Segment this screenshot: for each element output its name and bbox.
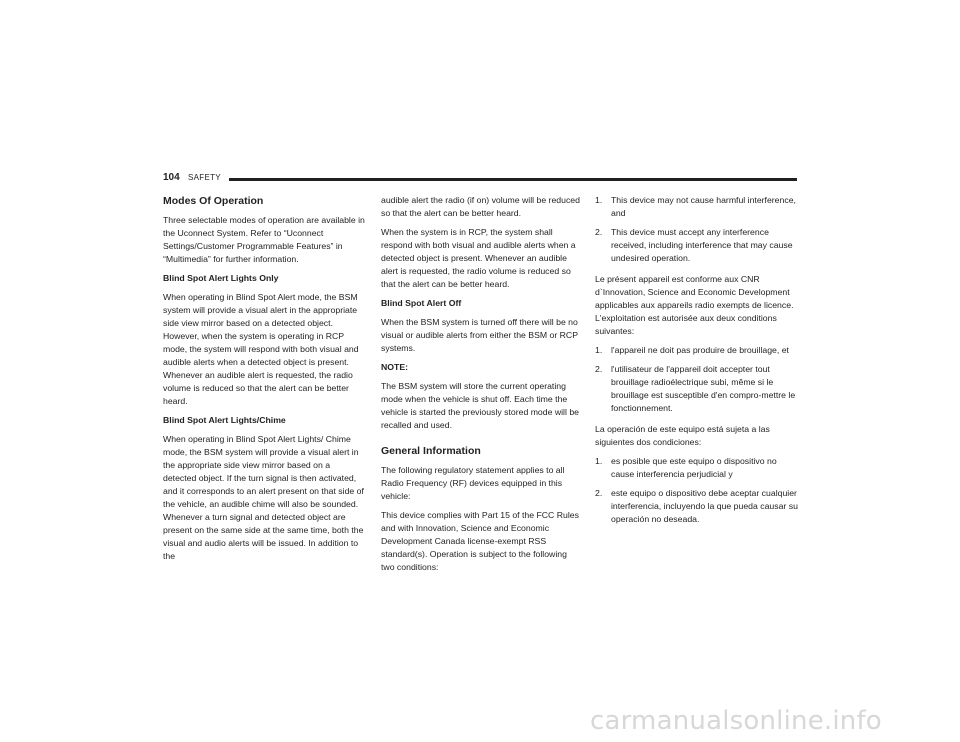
subheading-alert-off: Blind Spot Alert Off [381, 298, 462, 308]
paragraph: audible alert the radio (if on) volume will be reduced so that the alert can be better heard. [381, 195, 580, 218]
list-item: 1. This device may not cause harmful interference, and [595, 195, 796, 218]
list-item: 2. l'utilisateur de l'appareil doit accepter tout brouillage radioélectrique subi, même si le brouillage est susceptible d'en compro-mettre le fonctionnement. [595, 364, 796, 413]
subheading-lights-only: Blind Spot Alert Lights Only [163, 273, 279, 283]
note-label: NOTE: [381, 362, 409, 372]
spanish-intro: La operación de este equipo está sujeta a las siguientes dos condiciones: [595, 424, 770, 447]
heading-general-information: General Information [381, 445, 481, 457]
paragraph: When operating in Blind Spot Alert mode, the BSM system will provide a visual alert in the appropriate side view mirror based on a detected object. However, when the system is operating in RCP mode, the system will respond with both visual and audible alerts when a detected object is present. Whenever an audible alert is requested, the radio volume is reduced so that the alert can be better heard. [163, 292, 359, 406]
header-rule [229, 178, 797, 181]
page-header [163, 172, 797, 188]
column-3 [595, 194, 801, 534]
paragraph: When operating in Blind Spot Alert Lights/ Chime mode, the BSM system will provide a visual alert in the appropriate side view mirror based on a detected object. If the turn signal is then activated, and it corresponds to an alert present on that side of the vehicle, an audible chime will also be sounded. Whenever a turn signal and detected object are present on the same side at the same time, both the visual and audio alerts will be issued. In addition to the [163, 434, 364, 561]
list-item: 1. es posible que este equipo o dispositivo no cause interferencia perjudicial y [595, 456, 777, 479]
paragraph: When the system is in RCP, the system shall respond with both visual and audible alerts when a detected object is present. Whenever an audible alert is requested, the radio volume is reduced so that the alert can be better heard. [381, 227, 576, 289]
page-number: 104 [163, 172, 180, 183]
french-conditions-list [595, 344, 801, 415]
english-conditions-list [595, 194, 801, 265]
heading-modes-of-operation: Modes Of Operation [163, 195, 264, 207]
column-2 [381, 194, 581, 580]
paragraph: The following regulatory statement applies to all Radio Frequency (RF) devices equipped in this vehicle: [381, 465, 565, 501]
section-title: SAFETY [188, 173, 221, 182]
column-1 [163, 194, 365, 569]
list-item: 1. l'appareil ne doit pas produire de brouillage, et [595, 345, 789, 355]
paragraph: When the BSM system is turned off there will be no visual or audible alerts from either the BSM or RCP systems. [381, 317, 578, 353]
note-text: The BSM system will store the current operating mode when the vehicle is shut off. Each time the vehicle is started the previously stored mode will be recalled and used. [381, 381, 579, 430]
paragraph: Three selectable modes of operation are available in the Uconnect System. Refer to “Uconnect Settings/Customer Programmable Features” in “Multimedia” for further information. [163, 215, 365, 264]
list-item: 2. This device must accept any interference received, including interference that may cause undesired operation. [595, 227, 793, 263]
paragraph: This device complies with Part 15 of the FCC Rules and with Innovation, Science and Economic Development Canada license-exempt RSS standard(s). Operation is subject to the following two conditions: [381, 510, 579, 572]
spanish-conditions-list [595, 455, 801, 526]
watermark: carmanualsonline.info [590, 706, 882, 736]
subheading-lights-chime: Blind Spot Alert Lights/Chime [163, 415, 286, 425]
french-intro: Le présent appareil est conforme aux CNR d`Innovation, Science and Economic Development applicables aux appareils radio exempts de licence. L'exploitation est autorisée aux deux conditions suivantes: [595, 274, 794, 336]
list-item: 2. este equipo o dispositivo debe aceptar cualquier interferencia, incluyendo la que pueda causar su operación no deseada. [595, 488, 798, 524]
